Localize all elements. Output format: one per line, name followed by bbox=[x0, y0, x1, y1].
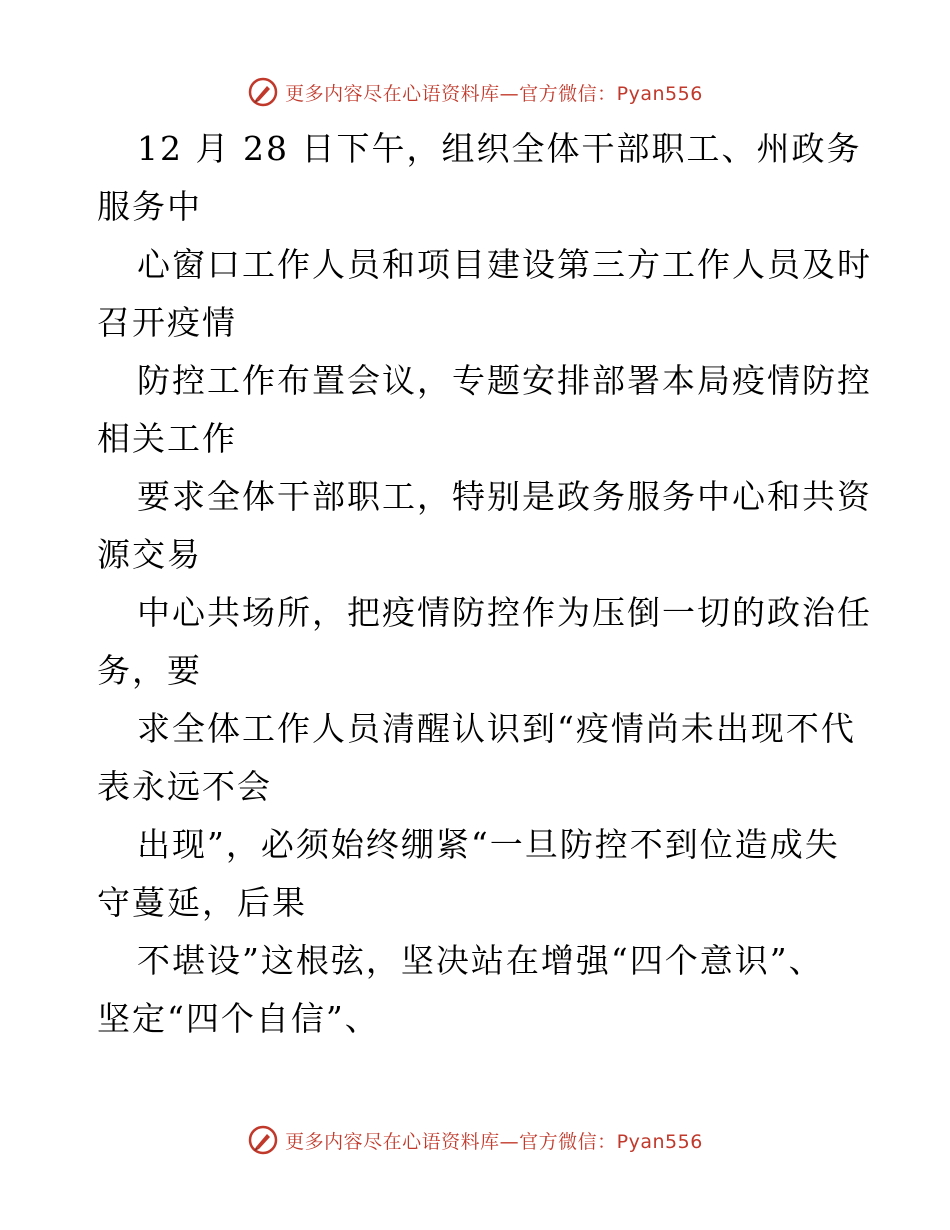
text-line: 源交易 bbox=[97, 535, 202, 574]
header-banner bbox=[0, 72, 950, 112]
text-line: 服务中 bbox=[97, 187, 202, 226]
text-line: 不堪设”这根弦，坚决站在增强“四个意识”、 bbox=[137, 941, 824, 980]
text-line: 要求全体干部职工，特别是政务服务中心和共资 bbox=[137, 477, 872, 516]
text-line: 12 月 28 日下午，组织全体干部职工、州政务 bbox=[137, 129, 862, 168]
text-line: 心窗口工作人员和项目建设第三方工作人员及时 bbox=[137, 245, 872, 284]
document-body bbox=[97, 120, 872, 1048]
text-line: 守蔓延，后果 bbox=[97, 883, 307, 922]
footer-banner bbox=[0, 1120, 950, 1160]
text-line: 防控工作布置会议，专题安排部署本局疫情防控 bbox=[137, 361, 872, 400]
text-line: 坚定“四个自信”、 bbox=[97, 999, 380, 1038]
text-line: 相关工作 bbox=[97, 419, 237, 458]
text-line: 求全体工作人员清醒认识到“疫情尚未出现不代 bbox=[137, 709, 856, 748]
text-line: 表永远不会 bbox=[97, 767, 272, 806]
text-line: 召开疫情 bbox=[97, 303, 237, 342]
footer-banner-text: 更多内容尽在心语资料库—官方微信：Pyan556 bbox=[285, 1130, 703, 1153]
text-line: 出现”，必须始终绷紧“一旦防控不到位造成失 bbox=[137, 825, 840, 864]
pen-logo-icon bbox=[247, 1124, 279, 1156]
text-line: 中心共场所，把疫情防控作为压倒一切的政治任 bbox=[137, 593, 872, 632]
text-line: 务，要 bbox=[97, 651, 202, 690]
pen-logo-icon bbox=[247, 76, 279, 108]
header-banner-text: 更多内容尽在心语资料库—官方微信：Pyan556 bbox=[285, 82, 703, 105]
